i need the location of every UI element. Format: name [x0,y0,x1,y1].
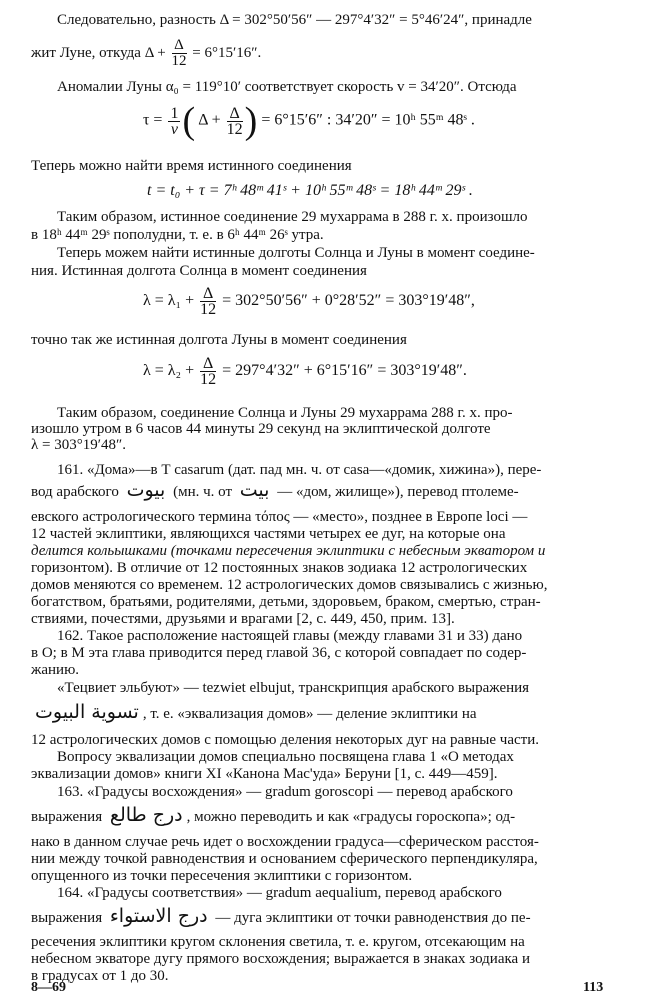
text-line: Аномалии Луны α₀ = 119°10′ соответствует скорость v = 34′20″. Отсюда [57,79,517,95]
equation: t = t₀ + τ = 7ʰ 48ᵐ 41ˢ + 10ʰ 55ᵐ 48ˢ = 18ʰ 44ᵐ 29ˢ . [147,182,473,199]
text-line: Таким образом, истинное соединение 29 мухаррама в 288 г. х. произошло [57,209,528,225]
arabic-phrase: تسوية البيوت [35,701,139,723]
note-161: 161. «Дома»—в Т casarum (дат. пад мн. ч. от casa—«домик, хижина»), пере- [57,462,542,478]
text-line: ресечения эклиптики кругом склонения светила, т. е. кругом, отсекающим на [31,934,525,950]
text-line: 12 частей эклиптики, являющихся частями четырех ее дуг, на которые она [31,526,506,542]
fraction [200,286,216,317]
text: = 297°4′32″ + 6°15′16″ = 303°19′48″. [222,362,467,380]
text-line [57,12,532,29]
text-line: 12 астрологических домов с помощью деления некоторых дуг на равные части. [31,732,539,748]
text-line [31,905,531,927]
signature-mark: 8—69 [31,980,66,995]
arabic-word: بيوت [126,479,166,501]
text-line: λ = 303°19′48″. [31,437,127,453]
numerator: Δ [200,286,216,302]
page-number: 113 [583,980,604,995]
text-line: ствиями, почестями, друзьями и врагами [2, с. 449, 450, прим. 13]. [31,611,455,627]
text: — дуга эклиптики от точки равноденствия до пе- [215,910,531,926]
text-line: горизонтом). В отличие от 12 постоянных знаков зодиака 12 астрологических [31,560,528,576]
denominator: 12 [171,53,187,69]
denominator: 12 [200,371,217,388]
numerator: Δ [172,38,187,54]
text: жит Луне, откуда Δ + [31,44,166,61]
paren: ( [182,100,196,142]
text-line: богатством, братьями, родителями, детьми, здоровьем, браком, смертью, стран- [31,594,541,610]
note-163: 163. «Градусы восхождения» — gradum goroscopi — перевод арабского [57,784,513,800]
text: = 6°15′6″ : 34′20″ = 10ʰ 55ᵐ 48ˢ . [261,111,475,129]
text: = 6°15′16″. [192,44,262,61]
text-line [31,479,519,501]
text: выражения [31,910,103,926]
text-line [31,38,261,69]
text: , принадле [464,12,532,28]
denominator: v [170,120,178,138]
paren: ) [244,100,258,142]
text-line [31,509,527,526]
text-line: «Тецвиет эльбуют» — tezwiet elbujut, транскрипция арабского выражения [57,680,530,696]
text-line: небесном экваторе дугу прямого восхождения; выражается в знаках зодиака и [31,951,530,967]
note-162: 162. Такое расположение настоящей главы (между главами 31 и 33) дано [57,628,523,644]
denominator: 12 [200,301,217,318]
text: вод арабского [31,484,119,500]
note-164: 164. «Градусы соответствия» — gradum aequalium, перевод арабского [57,885,502,901]
text-line: изошло утром в 6 часов 44 минуты 29 секунд на эклиптической долготе [31,421,491,437]
text-line: нии между точкой равноденствия и основанием сферического перпендикуляра, [31,851,538,867]
text-line: в градусах от 1 до 30. [31,968,169,984]
text: = 302°50′56″ + 0°28′52″ = 303°19′48″, [222,292,475,310]
text-line [31,804,516,826]
text-line: нако в данном случае речь идет о восхождении градуса—сферическом расстоя- [31,834,539,850]
text-line: ния. Истинная долгота Солнца в момент соединения [31,263,367,279]
text-line [31,701,477,723]
fraction [172,38,187,69]
equation [143,356,467,387]
text-line: Таким образом, соединение Солнца и Луны 29 мухаррама 288 г. х. про- [57,405,513,421]
equation [143,102,475,140]
fraction [168,106,180,137]
text-line: опущенного из точки пересечения эклиптики с горизонтом. [31,868,413,884]
text: выражения [31,809,103,825]
text-line: домов меняются со временем. 12 астрологических домов связывались с жизнью, [31,577,548,593]
denominator: 12 [226,120,243,138]
text-line: жанию. [31,662,80,678]
equation [143,286,475,317]
text: , т. е. «эквализация домов» — деление эклиптики на [142,706,477,722]
text-line: Теперь можем найти истинные долготы Солнца и Луны в момент соедине- [57,245,535,261]
arabic-word: بيت [239,479,270,501]
text: — «место», позднее в Европе loci — [293,509,528,525]
text-line: в О; в М эта глава приводится перед главой 36, с которой совпадает по содер- [31,645,527,661]
numerator: 1 [170,104,179,122]
text-line: точно так же истинная долгота Луны в момент соединения [31,332,407,348]
text: Δ + [198,111,221,129]
arabic-phrase: درج الاستواء [109,905,208,927]
numerator: Δ [227,106,243,122]
text-line: эквализации домов» книги XI «Канона Мас'уда» Беруни [1, с. 449—459]. [31,766,498,782]
text: Следовательно, разность [57,12,216,28]
fraction [200,356,216,387]
text: евского астрологического термина [31,509,252,525]
fraction [227,106,243,137]
text-line: Теперь можно найти время истинного соединения [31,158,352,174]
text-line: делится кольышками (точками пересечения эклиптики с небесным экватором и [31,543,546,559]
arabic-phrase: درج طالع [109,804,183,826]
text: τ = [143,111,163,129]
formula: Δ = 302°50′56″ — 297°4′32″ = 5°46′24″ [219,12,465,28]
text: — «дом, жилище»), перевод птолеме- [277,484,519,500]
text-line: Вопросу эквализации домов специально посвящена глава 1 «О методах [57,749,514,765]
text: λ = λ₂ + [143,362,195,380]
text: λ = λ₁ + [143,292,195,310]
text: , можно переводить и как «градусы гороскопа»; од- [186,809,516,825]
text: (мн. ч. от [173,484,232,500]
text-line: в 18ʰ 44ᵐ 29ˢ пополудни, т. е. в 6ʰ 44ᵐ 26ˢ утра. [31,227,324,243]
greek-word: τόπος [255,509,290,525]
numerator: Δ [200,356,216,372]
